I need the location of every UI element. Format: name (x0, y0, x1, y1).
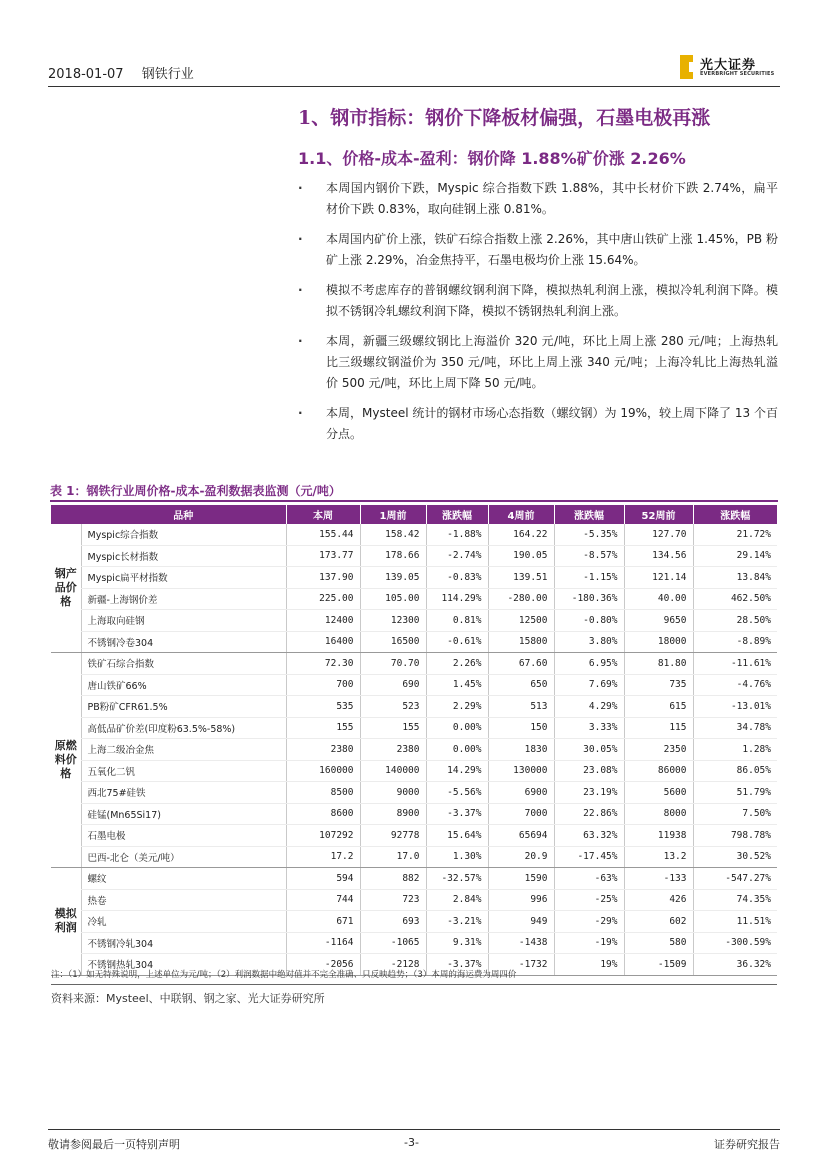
value-cell: 615 (624, 696, 693, 718)
value-cell: -63% (554, 868, 624, 890)
row-label-cell: 不锈钢热轧304 (81, 954, 286, 976)
value-cell: 70.70 (360, 653, 426, 675)
row-label-cell: 硅锰(Mn65Si17) (81, 803, 286, 825)
row-label-cell: 上海二级冶金焦 (81, 739, 286, 761)
row-group-label: 原燃 料价 格 (51, 653, 81, 868)
value-cell: 8500 (286, 782, 360, 804)
column-header: 涨跌幅 (554, 505, 624, 524)
value-cell: -5.35% (554, 524, 624, 545)
value-cell: 4.29% (554, 696, 624, 718)
value-cell: 723 (360, 889, 426, 911)
row-label-cell: 高低品矿价差(印度粉63.5%-58%) (81, 717, 286, 739)
value-cell: 15.64% (426, 825, 488, 847)
row-group-label: 模拟 利润 (51, 868, 81, 976)
value-cell: -11.61% (693, 653, 777, 675)
row-label-cell: 五氧化二钒 (81, 760, 286, 782)
value-cell: 16500 (360, 631, 426, 653)
value-cell: 164.22 (488, 524, 554, 545)
table-title-divider (50, 500, 778, 502)
value-cell: -8.57% (554, 545, 624, 567)
value-cell: 92778 (360, 825, 426, 847)
value-cell: 51.79% (693, 782, 777, 804)
column-header: 4周前 (488, 505, 554, 524)
value-cell: 139.51 (488, 567, 554, 589)
value-cell: -3.37% (426, 803, 488, 825)
value-cell: 155.44 (286, 524, 360, 545)
value-cell: 63.32% (554, 825, 624, 847)
value-cell: 426 (624, 889, 693, 911)
value-cell: -1164 (286, 932, 360, 954)
value-cell: 13.2 (624, 846, 693, 868)
table-body (51, 524, 777, 975)
table-row (51, 739, 777, 761)
bullet-list (298, 178, 778, 454)
value-cell: 86.05% (693, 760, 777, 782)
value-cell: -2.74% (426, 545, 488, 567)
value-cell: 21.72% (693, 524, 777, 545)
value-cell: 2.84% (426, 889, 488, 911)
row-label-cell: 螺纹 (81, 868, 286, 890)
row-label-cell: 冷轧 (81, 911, 286, 933)
page-number: -3- (404, 1136, 419, 1149)
report-date: 2018-01-07 (48, 67, 124, 82)
value-cell: 5600 (624, 782, 693, 804)
report-type: 证券研究报告 (714, 1138, 780, 1151)
row-label-cell: 热卷 (81, 889, 286, 911)
row-label-cell: PB粉矿CFR61.5% (81, 696, 286, 718)
header-divider (48, 86, 780, 87)
value-cell: 15800 (488, 631, 554, 653)
footer-divider (48, 1129, 780, 1130)
value-cell: 114.29% (426, 588, 488, 610)
value-cell: 40.00 (624, 588, 693, 610)
table-row (51, 825, 777, 847)
value-cell: -2128 (360, 954, 426, 976)
value-cell: 22.86% (554, 803, 624, 825)
value-cell: 650 (488, 674, 554, 696)
value-cell: 535 (286, 696, 360, 718)
value-cell: 700 (286, 674, 360, 696)
value-cell: 671 (286, 911, 360, 933)
value-cell: 523 (360, 696, 426, 718)
value-cell: 7.50% (693, 803, 777, 825)
row-group-label: 钢产 品价 格 (51, 524, 81, 653)
value-cell: 105.00 (360, 588, 426, 610)
value-cell: 1.28% (693, 739, 777, 761)
table-note: 注：（1）如无特殊说明，上述单位为元/吨；（2）利润数据中绝对值并不完全准确、只反映趋势；（3）本周的海运费为周四价 (51, 970, 517, 980)
value-cell: -300.59% (693, 932, 777, 954)
bullet-item: · 本周国内钢价下跌，Myspic 综合指数下跌 1.88%，其中长材价下跌 2.74%，扁平材价下跌 0.83%，取向硅钢上涨 0.81%。 (298, 178, 778, 220)
industry-name: 钢铁行业 (141, 67, 194, 82)
table-row (51, 889, 777, 911)
value-cell: 12500 (488, 610, 554, 632)
value-cell: -25% (554, 889, 624, 911)
note-divider (51, 984, 777, 985)
value-cell: 7.69% (554, 674, 624, 696)
value-cell: -29% (554, 911, 624, 933)
value-cell: -2056 (286, 954, 360, 976)
logo-mark-icon (680, 55, 694, 79)
price-cost-profit-table (51, 505, 777, 976)
value-cell: 86000 (624, 760, 693, 782)
value-cell: 18000 (624, 631, 693, 653)
value-cell: -133 (624, 868, 693, 890)
value-cell: -13.01% (693, 696, 777, 718)
column-header: 1周前 (360, 505, 426, 524)
table-header-row (51, 505, 777, 524)
value-cell: -19% (554, 932, 624, 954)
value-cell: -280.00 (488, 588, 554, 610)
value-cell: 16400 (286, 631, 360, 653)
column-header: 涨跌幅 (693, 505, 777, 524)
value-cell: 65694 (488, 825, 554, 847)
table-row (51, 610, 777, 632)
value-cell: -1.88% (426, 524, 488, 545)
value-cell: 17.0 (360, 846, 426, 868)
row-label-cell: 不锈钢冷轧304 (81, 932, 286, 954)
value-cell: 996 (488, 889, 554, 911)
company-logo (680, 55, 780, 81)
value-cell: 13.84% (693, 567, 777, 589)
value-cell: 8600 (286, 803, 360, 825)
value-cell: 155 (286, 717, 360, 739)
table-row (51, 868, 777, 890)
value-cell: 29.14% (693, 545, 777, 567)
table-row (51, 545, 777, 567)
disclaimer-note: 敬请参阅最后一页特别声明 (48, 1138, 180, 1151)
value-cell: -0.61% (426, 631, 488, 653)
table-row (51, 932, 777, 954)
value-cell: -1438 (488, 932, 554, 954)
table-row (51, 760, 777, 782)
value-cell: 160000 (286, 760, 360, 782)
value-cell: 23.08% (554, 760, 624, 782)
value-cell: 594 (286, 868, 360, 890)
value-cell: 225.00 (286, 588, 360, 610)
value-cell: 17.2 (286, 846, 360, 868)
row-label-cell: Myspic扁平材指数 (81, 567, 286, 589)
value-cell: -1.15% (554, 567, 624, 589)
value-cell: 744 (286, 889, 360, 911)
value-cell: 1830 (488, 739, 554, 761)
value-cell: 130000 (488, 760, 554, 782)
column-header: 品种 (81, 505, 286, 524)
value-cell: 3.33% (554, 717, 624, 739)
value-cell: -1509 (624, 954, 693, 976)
section-heading: 1、钢市指标：钢价下降板材偏强，石墨电极再涨 (298, 107, 711, 129)
column-header: 本周 (286, 505, 360, 524)
value-cell: 67.60 (488, 653, 554, 675)
table-row (51, 846, 777, 868)
table-row (51, 653, 777, 675)
value-cell: 798.78% (693, 825, 777, 847)
value-cell: 602 (624, 911, 693, 933)
row-label-cell: 不锈钢冷卷304 (81, 631, 286, 653)
column-header: 涨跌幅 (426, 505, 488, 524)
table-row (51, 803, 777, 825)
value-cell: 580 (624, 932, 693, 954)
value-cell: -17.45% (554, 846, 624, 868)
value-cell: 12400 (286, 610, 360, 632)
value-cell: 190.05 (488, 545, 554, 567)
table-row (51, 588, 777, 610)
value-cell: 1.30% (426, 846, 488, 868)
value-cell: 11.51% (693, 911, 777, 933)
table-row (51, 524, 777, 545)
column-header (51, 505, 81, 524)
header-left (48, 63, 208, 82)
value-cell: 2380 (286, 739, 360, 761)
value-cell: 115 (624, 717, 693, 739)
value-cell: 8000 (624, 803, 693, 825)
row-label-cell: 新疆-上海钢价差 (81, 588, 286, 610)
value-cell: 1590 (488, 868, 554, 890)
table-row (51, 782, 777, 804)
value-cell: 0.00% (426, 739, 488, 761)
value-cell: 7000 (488, 803, 554, 825)
data-source: 资料来源：Mysteel、中联钢、钢之家、光大证券研究所 (51, 992, 325, 1005)
value-cell: 20.9 (488, 846, 554, 868)
value-cell: 23.19% (554, 782, 624, 804)
value-cell: 140000 (360, 760, 426, 782)
value-cell: 513 (488, 696, 554, 718)
value-cell: 11938 (624, 825, 693, 847)
value-cell: 139.05 (360, 567, 426, 589)
value-cell: -1732 (488, 954, 554, 976)
value-cell: 81.80 (624, 653, 693, 675)
logo-name: 光大证券 (700, 58, 757, 73)
value-cell: 158.42 (360, 524, 426, 545)
row-label-cell: 巴西-北仑（美元/吨） (81, 846, 286, 868)
value-cell: 9650 (624, 610, 693, 632)
row-label-cell: 石墨电极 (81, 825, 286, 847)
value-cell: 74.35% (693, 889, 777, 911)
value-cell: 28.50% (693, 610, 777, 632)
value-cell: 462.50% (693, 588, 777, 610)
value-cell: 19% (554, 954, 624, 976)
subsection-heading: 1.1、价格-成本-盈利：钢价降 1.88%矿价涨 2.26% (298, 149, 686, 168)
bullet-item: · 本周，Mysteel 统计的钢材市场心态指数（螺纹钢）为 19%，较上周下降了 13 个百分点。 (298, 403, 778, 445)
value-cell: 137.90 (286, 567, 360, 589)
value-cell: -4.76% (693, 674, 777, 696)
value-cell: 690 (360, 674, 426, 696)
value-cell: -3.21% (426, 911, 488, 933)
value-cell: 107292 (286, 825, 360, 847)
value-cell: 0.81% (426, 610, 488, 632)
table-title: 表 1：钢铁行业周价格-成本-盈利数据表监测（元/吨） (50, 484, 341, 498)
value-cell: 1.45% (426, 674, 488, 696)
value-cell: 30.52% (693, 846, 777, 868)
table-row (51, 696, 777, 718)
value-cell: -180.36% (554, 588, 624, 610)
value-cell: 6.95% (554, 653, 624, 675)
row-label-cell: Myspic综合指数 (81, 524, 286, 545)
table-row (51, 911, 777, 933)
value-cell: 2350 (624, 739, 693, 761)
value-cell: 72.30 (286, 653, 360, 675)
row-label-cell: Myspic长材指数 (81, 545, 286, 567)
value-cell: 735 (624, 674, 693, 696)
bullet-item: · 本周国内矿价上涨，铁矿石综合指数上涨 2.26%，其中唐山铁矿上涨 1.45%，PB 粉矿上涨 2.29%，冶金焦持平，石墨电极均价上涨 15.64%。 (298, 229, 778, 271)
value-cell: 3.80% (554, 631, 624, 653)
page-header (48, 55, 780, 85)
value-cell: -3.37% (426, 954, 488, 976)
value-cell: -0.83% (426, 567, 488, 589)
value-cell: 882 (360, 868, 426, 890)
value-cell: 14.29% (426, 760, 488, 782)
value-cell: 178.66 (360, 545, 426, 567)
table-row (51, 567, 777, 589)
table-row (51, 674, 777, 696)
table-row (51, 631, 777, 653)
value-cell: -8.89% (693, 631, 777, 653)
row-label-cell: 西北75#硅铁 (81, 782, 286, 804)
row-label-cell: 唐山铁矿66% (81, 674, 286, 696)
value-cell: 127.70 (624, 524, 693, 545)
value-cell: -547.27% (693, 868, 777, 890)
value-cell: -1065 (360, 932, 426, 954)
bullet-item: · 本周，新疆三级螺纹钢比上海溢价 320 元/吨，环比上周上涨 280 元/吨；上海热轧比三级螺纹钢溢价为 350 元/吨，环比上周上涨 340 元/吨；上海冷轧比上海热轧溢价 500 元/吨，环比上周下降 50 元/吨。 (298, 331, 778, 394)
value-cell: 150 (488, 717, 554, 739)
value-cell: 30.05% (554, 739, 624, 761)
value-cell: 155 (360, 717, 426, 739)
value-cell: 693 (360, 911, 426, 933)
column-header: 52周前 (624, 505, 693, 524)
value-cell: -5.56% (426, 782, 488, 804)
value-cell: 12300 (360, 610, 426, 632)
value-cell: 949 (488, 911, 554, 933)
row-label-cell: 铁矿石综合指数 (81, 653, 286, 675)
value-cell: -0.80% (554, 610, 624, 632)
row-label-cell: 上海取向硅钢 (81, 610, 286, 632)
value-cell: 9.31% (426, 932, 488, 954)
bullet-item: · 模拟不考虑库存的普钢螺纹钢利润下降，模拟热轧利润上涨，模拟冷轧利润下降。模拟不锈钢冷轧螺纹利润下降，模拟不锈钢热轧利润上涨。 (298, 280, 778, 322)
value-cell: -32.57% (426, 868, 488, 890)
value-cell: 8900 (360, 803, 426, 825)
value-cell: 0.00% (426, 717, 488, 739)
value-cell: 2380 (360, 739, 426, 761)
value-cell: 9000 (360, 782, 426, 804)
value-cell: 36.32% (693, 954, 777, 976)
logo-subtitle: EVERBRIGHT SECURITIES (700, 71, 775, 77)
value-cell: 134.56 (624, 545, 693, 567)
value-cell: 2.29% (426, 696, 488, 718)
value-cell: 34.78% (693, 717, 777, 739)
value-cell: 121.14 (624, 567, 693, 589)
value-cell: 173.77 (286, 545, 360, 567)
value-cell: 2.26% (426, 653, 488, 675)
table-row (51, 717, 777, 739)
value-cell: 6900 (488, 782, 554, 804)
